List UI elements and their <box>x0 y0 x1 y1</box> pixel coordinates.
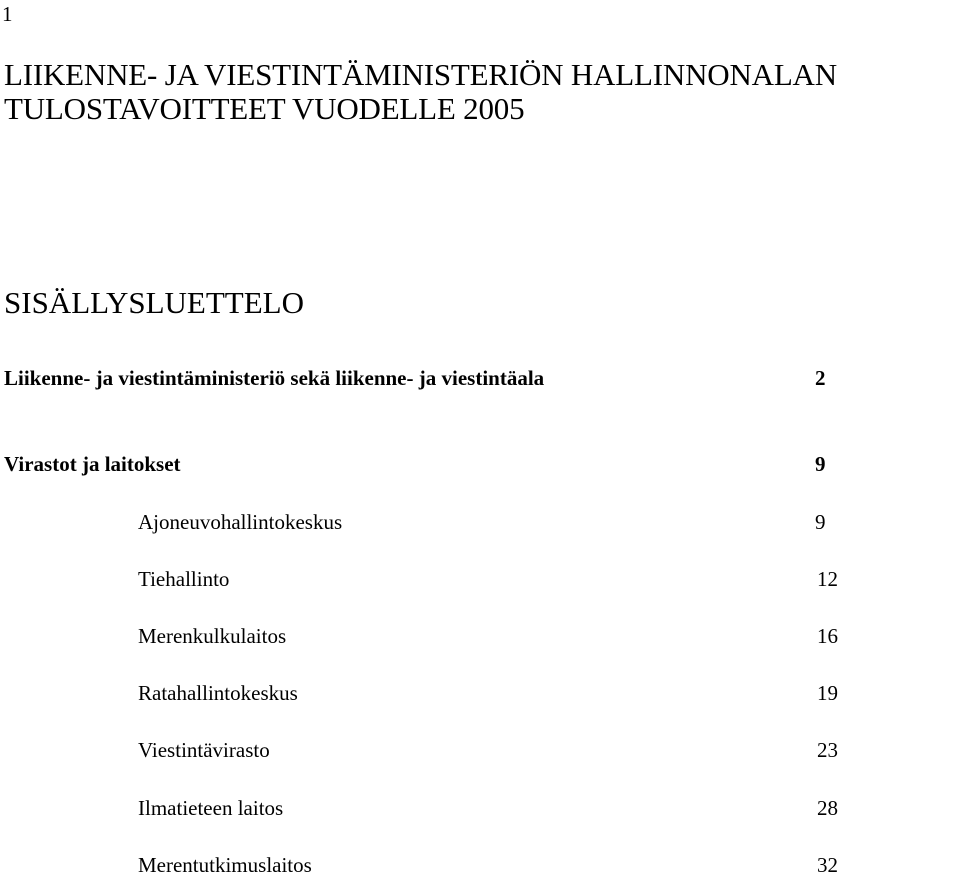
document-title <box>4 58 837 126</box>
toc-entry-page: 2 <box>815 366 826 390</box>
document-title-line-1: LIIKENNE- JA VIESTINTÄMINISTERIÖN HALLINNONALAN <box>4 57 837 92</box>
toc-entry-page: 19 <box>817 681 838 705</box>
toc-entry-label: Ratahallintokeskus <box>138 681 298 705</box>
toc-entry-label: Virastot ja laitokset <box>4 452 181 476</box>
toc-entry-label: Tiehallinto <box>138 567 230 591</box>
toc-entry-page: 12 <box>817 567 838 591</box>
page-number: 1 <box>2 2 13 26</box>
toc-entry-label: Ajoneuvohallintokeskus <box>138 510 343 534</box>
toc-entry-label: Ilmatieteen laitos <box>138 796 284 820</box>
toc-entry-page: 16 <box>817 624 838 648</box>
toc-entry-page: 9 <box>815 510 826 534</box>
toc-heading: SISÄLLYSLUETTELO <box>4 285 304 320</box>
toc-entry-label: Merentutkimuslaitos <box>138 853 312 877</box>
toc-entry-page: 9 <box>815 452 826 476</box>
toc-entry-label: Liikenne- ja viestintäministeriö sekä liikenne- ja viestintäala <box>4 366 545 390</box>
toc-entry-page: 28 <box>817 796 838 820</box>
toc-entry-page: 23 <box>817 738 838 762</box>
toc-entry-label: Viestintävirasto <box>138 738 270 762</box>
toc-entry-label: Merenkulkulaitos <box>138 624 287 648</box>
toc-entry-page: 32 <box>817 853 838 877</box>
document-title-line-2: TULOSTAVOITTEET VUODELLE 2005 <box>4 91 525 126</box>
